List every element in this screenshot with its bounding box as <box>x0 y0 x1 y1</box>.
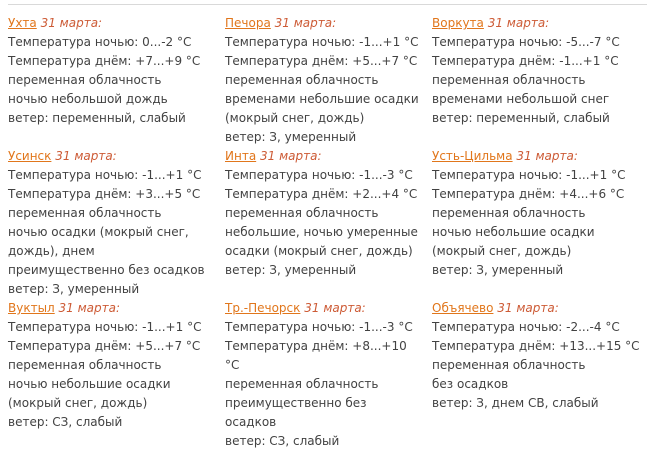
city-link[interactable]: Тр.-Печорск <box>225 301 301 315</box>
forecast-date: 31 марта: <box>260 149 322 163</box>
night-temp: Температура ночью: 0...-2 °C <box>8 35 192 49</box>
day-temp: Температура днём: +4...+6 °C <box>432 187 625 201</box>
forecast-heading <box>8 147 213 166</box>
cloudiness: переменная облачность <box>8 73 162 87</box>
night-temp: Температура ночью: -1...-3 °C <box>225 320 413 334</box>
night-temp: Температура ночью: -2...-4 °C <box>432 320 620 334</box>
city-link[interactable]: Воркута <box>432 16 484 30</box>
wind: ветер: З, умеренный <box>8 282 140 296</box>
day-temp: Температура днём: +13...+15 °C <box>432 339 640 353</box>
forecast-date: 31 марта: <box>487 16 550 30</box>
forecast-date: 31 марта: <box>304 301 366 315</box>
wind: ветер: З, умеренный <box>432 263 564 277</box>
day-temp: Температура днём: +7...+9 °C <box>8 54 201 68</box>
forecast-heading <box>432 147 645 166</box>
city-forecast-ukhta <box>8 14 225 147</box>
precipitation: ночью осадки (мокрый снег, дождь), днем преимущественно без осадков <box>8 225 205 277</box>
cloudiness: переменная облачность <box>225 206 379 220</box>
forecast-heading <box>8 299 213 318</box>
wind: ветер: З, умеренный <box>225 130 357 144</box>
city-forecast-usinsk <box>8 147 225 299</box>
wind: ветер: З, днем СВ, слабый <box>432 396 599 410</box>
day-temp: Температура днём: +3...+5 °C <box>8 187 201 201</box>
forecast-heading <box>432 14 645 33</box>
night-temp: Температура ночью: -5...-7 °C <box>432 35 620 49</box>
city-forecast-troitsko-pechorsk <box>225 299 432 451</box>
forecast-grid <box>0 5 665 451</box>
precipitation: временами небольшой снег <box>432 92 610 106</box>
cloudiness: переменная облачность <box>8 358 162 372</box>
night-temp: Температура ночью: -1...+1 °C <box>8 168 202 182</box>
city-link[interactable]: Усинск <box>8 149 52 163</box>
night-temp: Температура ночью: -1...-3 °C <box>225 168 413 182</box>
city-forecast-ust-tsilma <box>432 147 657 299</box>
day-temp: Температура днём: +5...+7 °C <box>225 54 418 68</box>
wind: ветер: СЗ, слабый <box>8 415 123 429</box>
forecast-heading <box>225 299 420 318</box>
wind: ветер: переменный, слабый <box>432 111 610 125</box>
city-forecast-pechora <box>225 14 432 147</box>
forecast-date: 31 марта: <box>274 16 337 30</box>
cloudiness: переменная облачность <box>432 73 586 87</box>
forecast-heading <box>225 14 420 33</box>
night-temp: Температура ночью: -1...+1 °C <box>432 168 626 182</box>
city-link[interactable]: Усть-Цильма <box>432 149 513 163</box>
city-link[interactable]: Инта <box>225 149 257 163</box>
wind: ветер: переменный, слабый <box>8 111 186 125</box>
precipitation: ночью небольшие осадки (мокрый снег, дождь) <box>8 377 171 410</box>
night-temp: Температура ночью: -1...+1 °C <box>225 35 419 49</box>
city-forecast-vorkuta <box>432 14 657 147</box>
forecast-date: 31 марта: <box>40 16 103 30</box>
wind: ветер: СЗ, слабый <box>225 434 340 448</box>
precipitation: временами небольшие осадки (мокрый снег, дождь) <box>225 92 419 125</box>
city-link[interactable]: Вуктыл <box>8 301 55 315</box>
cloudiness: переменная облачность <box>432 358 586 372</box>
cloudiness: переменная облачность <box>225 377 379 391</box>
forecast-heading <box>8 14 213 33</box>
precipitation: ночью небольшие осадки (мокрый снег, дождь) <box>432 225 595 258</box>
day-temp: Температура днём: -1...+1 °C <box>432 54 619 68</box>
day-temp: Температура днём: +8...+10 °C <box>225 339 407 372</box>
city-forecast-obyachevo <box>432 299 657 451</box>
city-forecast-inta <box>225 147 432 299</box>
precipitation: без осадков <box>432 377 509 391</box>
precipitation: небольшие, ночью умеренные осадки (мокрый снег, дождь) <box>225 225 418 258</box>
forecast-date: 31 марта: <box>55 149 117 163</box>
precipitation: преимущественно без осадков <box>225 396 367 429</box>
night-temp: Температура ночью: -1...+1 °C <box>8 320 202 334</box>
cloudiness: переменная облачность <box>8 206 162 220</box>
city-link[interactable]: Ухта <box>8 16 37 30</box>
forecast-date: 31 марта: <box>58 301 121 315</box>
city-link[interactable]: Печора <box>225 16 271 30</box>
forecast-heading <box>225 147 420 166</box>
city-forecast-vuktyl <box>8 299 225 451</box>
day-temp: Температура днём: +5...+7 °C <box>8 339 201 353</box>
cloudiness: переменная облачность <box>432 206 586 220</box>
city-link[interactable]: Объячево <box>432 301 494 315</box>
forecast-heading <box>432 299 645 318</box>
precipitation: ночью небольшой дождь <box>8 92 168 106</box>
wind: ветер: З, умеренный <box>225 263 357 277</box>
cloudiness: переменная облачность <box>225 73 379 87</box>
forecast-date: 31 марта: <box>497 301 559 315</box>
day-temp: Температура днём: +2...+4 °C <box>225 187 418 201</box>
forecast-date: 31 марта: <box>516 149 578 163</box>
